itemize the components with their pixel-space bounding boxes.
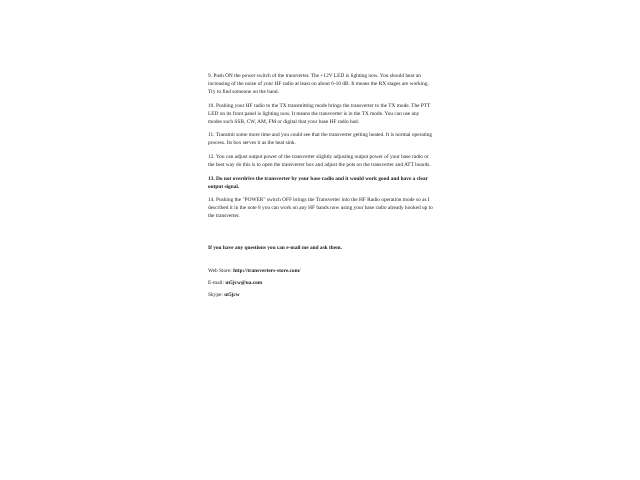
paragraph-step-13-warning: 13. Do not overdrive the transverter by your base radio and it would work good and have a clear output signal.	[208, 175, 428, 190]
skype-line	[208, 292, 434, 299]
document-body	[208, 72, 434, 304]
webstore-line	[208, 268, 434, 275]
webstore-label: Web Store:	[208, 268, 234, 275]
spacer	[208, 257, 434, 268]
paragraph-step-14: 14. Pushing the "POWER" switch OFF brings the Transverter into the HF Radio operation mode so as I described it in the note 8 you can work on any HF bands now using your base radio already hooked up to the transverter.	[208, 197, 433, 220]
paragraph-step-11: 11. Transmit some more time and you could see that the transverter getting heated. It is normal operating process. Its box serves it as the heat sink.	[208, 132, 433, 147]
spacer	[208, 226, 434, 244]
skype-handle: ut5jcw	[224, 291, 240, 298]
email-label: E-mail:	[208, 280, 226, 287]
paragraph-step-12: 12. You can adjust output power of the transverter slightly adjusting output power of your base radio or the best way do this is to open the transverter box and adjust the pots on the transverter and ATT boards.	[208, 153, 431, 169]
email-line	[208, 280, 434, 287]
paragraph-step-9: 9. Push ON the power switch of the transverter. The +12V LED is lighting now. You should hear an increasing of the noise of your HF radio at least on about 6-10 dB. It means the RX stages are working. Try to find someone on the band.	[208, 73, 429, 96]
paragraph-step-10: 10. Pushing your HF radio to the TX transmitting mode brings the transverter to the TX mode. The PTT LED on its front panel is lighting now. It means the transverter is in the TX mode. You can use any modes such SSB, CW, AM, FM or digital that your base HF radio had.	[208, 102, 431, 125]
email-link[interactable]: ut5jcw@ua.com	[225, 280, 263, 287]
skype-label: Skype:	[208, 291, 225, 298]
questions-note: If you have any questions you can e-mail me and ask them.	[208, 244, 342, 251]
webstore-link[interactable]: http://transverters-store.com/	[233, 268, 301, 275]
